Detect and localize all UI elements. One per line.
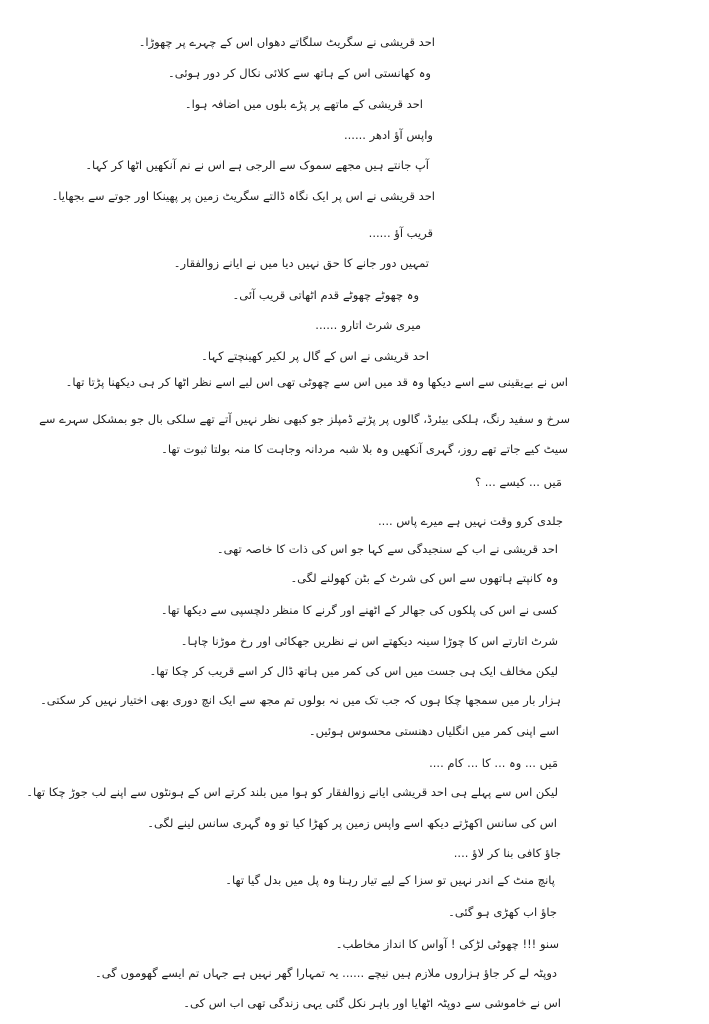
text-line: احد قریشی نے اس کے گال پر لکیر کھینچتے کہا۔ bbox=[201, 349, 429, 363]
text-line: احد قریشی کے ماتھے پر پڑے بلوں میں اضافہ ہوا۔ bbox=[184, 97, 423, 111]
text-line: جاؤ کافی بنا کر لاؤ .... bbox=[453, 846, 561, 860]
text-line: کسی نے اس کی پلکوں کی جھالر کے اٹھنے اور گرنے کا منظر دلچسپی سے دیکھا تھا۔ bbox=[160, 603, 558, 617]
text-line: احد قریشی نے اس پر ایک نگاہ ڈالتے سگریٹ زمین پر پھینکا اور جوتے سے بجھایا۔ bbox=[51, 189, 435, 203]
text-line: وہ چھوٹے چھوٹے قدم اٹھاتی قریب آئی۔ bbox=[232, 288, 419, 302]
text-line: سنو !!! چھوٹی لڑکی ! آواس کا انداز مخاطب۔ bbox=[335, 937, 559, 951]
text-line: احد قریشی نے سگریٹ سلگاتے دھواں اس کے چہرے پر چھوڑا۔ bbox=[138, 35, 435, 49]
text-line: مَیں ... کیسے ... ؟ bbox=[475, 475, 562, 489]
text-line: جلدی کرو وقت نہیں ہے میرے پاس .... bbox=[378, 514, 563, 528]
text-line: ہزار بار میں سمجھا چکا ہوں کہ جب تک میں نہ بولوں تم مجھ سے ایک انچ دوری بھی اختیار نہیں کر سکتی۔ bbox=[40, 693, 561, 707]
text-line: اسے اپنی کمر میں انگلیاں دھنستی محسوس ہوئیں۔ bbox=[308, 724, 559, 738]
text-line: پانچ منٹ کے اندر نہیں تو سزا کے لیے تیار رہنا وہ پل میں بدل گیا تھا۔ bbox=[225, 873, 555, 887]
text-line: وہ کھانستی اس کے ہاتھ سے کلائی نکال کر دور ہوئی۔ bbox=[168, 66, 431, 80]
text-line: دوپٹہ لے کر جاؤ ہزاروں ملازم ہیں نیچے ...... یہ تمہارا گھر نہیں ہے جہاں تم ایسے گھوموں گی۔ bbox=[94, 966, 557, 980]
text-line: لیکن اس سے پہلے ہی احد قریشی ایانے زوالفقار کو ہوا میں بلند کرتے اس کے ہونٹوں سے اپنے لب جوڑ چکا تھا۔ bbox=[26, 785, 558, 799]
text-line: آپ جانتے ہیں مجھے سموک سے الرجی ہے اس نے نم آنکھیں اٹھا کر کہا۔ bbox=[85, 158, 429, 172]
text-line: شرٹ اتارتے اس کا چوڑا سینہ دیکھتے اس نے نظریں جھکائی اور رخ موڑنا چاہا۔ bbox=[180, 634, 558, 648]
text-line: مَیں ... وہ ... کا ... کام .... bbox=[429, 756, 558, 770]
text-line: واپس آؤ ادھر ...... bbox=[344, 128, 433, 142]
text-line: سرخ و سفید رنگ، ہلکی بیئرڈ، گالوں پر پڑتے ڈمپلز جو کبھی نظر نہیں آتے تھے سلکی بال جو بمشکل سہرے سے bbox=[39, 412, 570, 426]
text-line: لیکن مخالف ایک ہی جست میں اس کی کمر میں ہاتھ ڈال کر اسے قریب کر چکا تھا۔ bbox=[149, 664, 558, 678]
text-line: سیٹ کیے جاتے تھے روز، گہری آنکھیں وہ بلا شبہ مردانہ وجاہت کا منہ بولتا ثبوت تھا۔ bbox=[161, 442, 568, 456]
text-line: تمہیں دور جانے کا حق نہیں دیا میں نے ایانے زوالفقار۔ bbox=[173, 256, 429, 270]
text-line: قریب آؤ ...... bbox=[368, 226, 433, 240]
text-line: اس کی سانس اکھڑتے دیکھ اسے واپس زمین پر کھڑا کیا تو وہ گہری سانس لینے لگی۔ bbox=[147, 816, 557, 830]
text-line: وہ کانپتے ہاتھوں سے اس کی شرٹ کے بٹن کھولنے لگی۔ bbox=[290, 571, 558, 585]
text-line: اس نے خاموشی سے دوپٹہ اٹھایا اور باہر نکل گئی یہی زندگی تھی اب اس کی۔ bbox=[183, 996, 561, 1010]
text-line: میری شرٹ اتارو ...... bbox=[315, 318, 421, 332]
text-line: اس نے بےیقینی سے اسے دیکھا وہ قد میں اس سے چھوٹی تھی اس لیے اسے نظر اٹھا کر ہی دیکھنا پڑتا تھا۔ bbox=[65, 375, 568, 389]
text-line: جاؤ اب کھڑی ہو گئی۔ bbox=[448, 905, 557, 919]
text-line: احد قریشی نے اب کے سنجیدگی سے کہا جو اس کی ذات کا خاصہ تھی۔ bbox=[216, 542, 558, 556]
